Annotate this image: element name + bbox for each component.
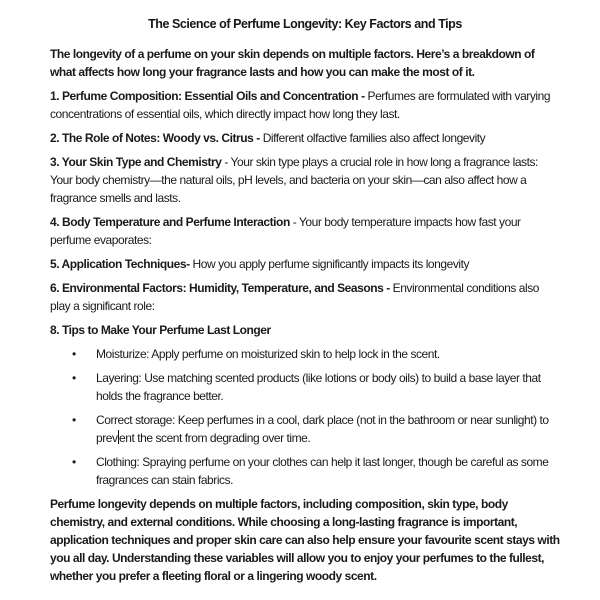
section-heading[interactable]: 1. Perfume Composition: Essential Oils and Concentration -: [50, 89, 365, 103]
section-body[interactable]: Perfumes are formulated with varying concentrations of essential oils, which directly impact how long they last.: [50, 89, 551, 121]
conclusion-paragraph[interactable]: Perfume longevity depends on multiple factors, including composition, skin type, body chemistry, and external conditions. While choosing a long-lasting fragrance is important, application techniques and proper skin care can also help ensure your favourite scent stays with you all day. Understanding these variables will allow you to enjoy your perfumes to the fullest, whether you prefer a fleeting floral or a lingering woody scent.: [50, 497, 560, 583]
tip-text-after-caret[interactable]: ent the scent from degrading over time.: [119, 431, 311, 445]
section-3-skin-type[interactable]: [50, 153, 560, 207]
section-2-notes[interactable]: [50, 129, 560, 147]
section-body[interactable]: How you apply perfume significantly impacts its longevity: [192, 257, 470, 271]
tip-text[interactable]: Moisturize: Apply perfume on moisturized skin to help lock in the scent.: [96, 347, 440, 361]
tip-item-moisturize[interactable]: [50, 345, 560, 363]
tip-item-layering[interactable]: [50, 369, 560, 405]
tips-heading[interactable]: 8. Tips to Make Your Perfume Last Longer: [50, 323, 271, 337]
section-body[interactable]: Different olfactive families also affect longevity: [262, 131, 486, 145]
document-title[interactable]: The Science of Perfume Longevity: Key Factors and Tips: [148, 17, 462, 31]
section-heading[interactable]: 4. Body Temperature and Perfume Interaction: [50, 215, 290, 229]
section-4-body-temperature[interactable]: [50, 213, 560, 249]
section-6-environment[interactable]: [50, 279, 560, 315]
tip-text[interactable]: Layering: Use matching scented products (like lotions or body oils) to build a base layer that holds the fragrance better.: [96, 371, 541, 403]
section-heading[interactable]: 3. Your Skin Type and Chemistry: [50, 155, 222, 169]
tips-list: [50, 345, 560, 489]
section-body[interactable]: Environmental conditions also play a significant role:: [50, 281, 540, 313]
section-body[interactable]: - Your body temperature impacts how fast your perfume evaporates:: [50, 215, 521, 247]
intro-paragraph[interactable]: The longevity of a perfume on your skin depends on multiple factors. Here’s a breakdown of what affects how long your fragrance lasts and how you can make the most of it.: [50, 47, 535, 79]
section-heading[interactable]: 6. Environmental Factors: Humidity, Temperature, and Seasons -: [50, 281, 390, 295]
tip-text-before-caret[interactable]: Correct storage: Keep perfumes in a cool, dark place (not in the bathroom or near sunlight) to prev: [96, 413, 549, 445]
section-body[interactable]: - Your skin type plays a crucial role in how long a fragrance lasts: Your body chemistry—the natural oils, pH levels, and bacteria on your skin—can also affect how a fragrance smells and lasts.: [50, 155, 538, 205]
section-1-composition[interactable]: [50, 87, 560, 123]
section-heading[interactable]: 5. Application Techniques-: [50, 257, 190, 271]
section-5-application[interactable]: [50, 255, 560, 273]
section-heading[interactable]: 2. The Role of Notes: Woody vs. Citrus -: [50, 131, 260, 145]
tip-item-clothing[interactable]: [50, 453, 560, 489]
tip-text[interactable]: Clothing: Spraying perfume on your clothes can help it last longer, though be careful as some fragrances can stain fabrics.: [96, 455, 549, 487]
tip-item-correct-storage[interactable]: [50, 411, 560, 447]
